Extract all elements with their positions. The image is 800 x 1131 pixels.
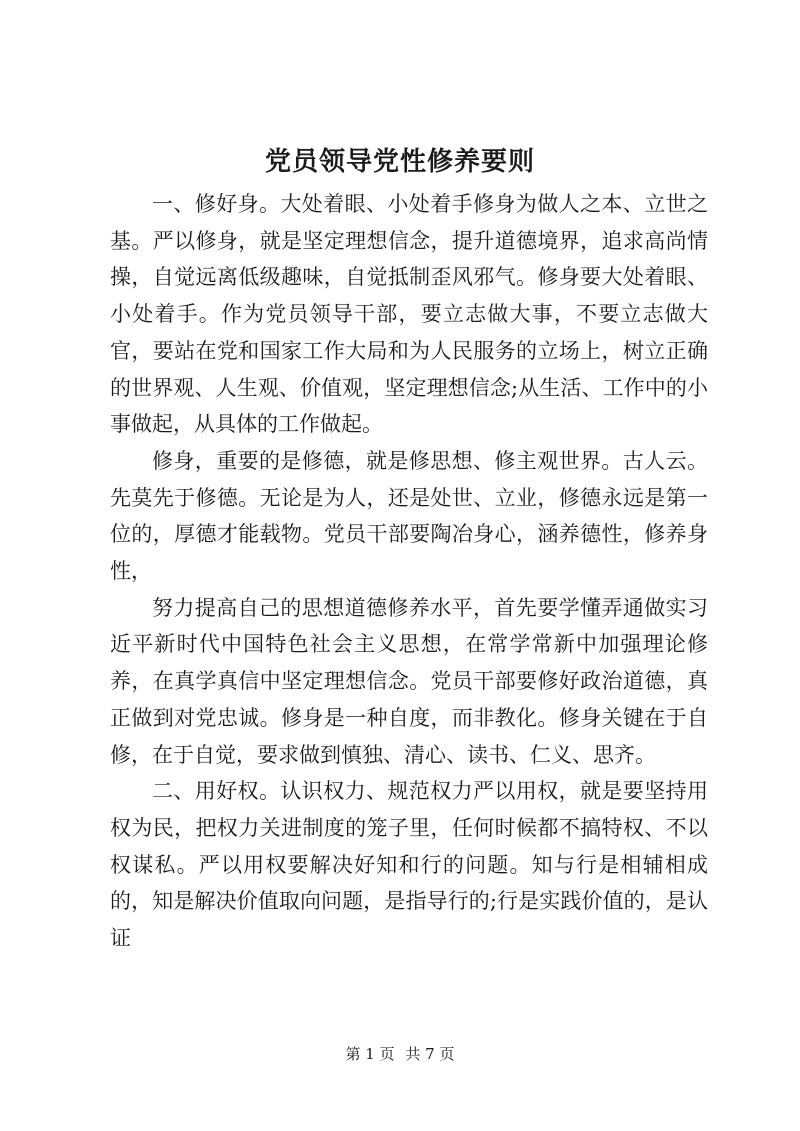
paragraph-3: 努力提高自己的思想道德修养水平，首先要学懂弄通做实习近平新时代中国特色社会主义思想，在常学常新中加强理论修养，在真学真信中坚定理想信念。党员干部要修好政治道德，真正做到对党忠诚。修身是一种自度，而非教化。修身关键在于自修，在于自觉，要求做到慎独、清心、读书、仁义、思齐。 [110, 595, 708, 767]
paragraph-4: 二、用好权。认识权力、规范权力严以用权，就是要坚持用权为民，把权力关进制度的笼子里，任何时候都不搞特权、不以权谋私。严以用权要解决好知和行的问题。知与行是相辅相成的，知是解决价值取向问题，是指导行的;行是实践价值的，是认证 [110, 779, 708, 951]
paragraph-2: 修身，重要的是修德，就是修思想、修主观世界。古人云。先莫先于修德。无论是为人，还是处世、立业，修德永远是第一位的，厚德才能载物。党员干部要陶冶身心，涵养德性，修养身性， [110, 448, 708, 584]
document-body [110, 186, 708, 957]
page-total: 共 7 页 [405, 1045, 455, 1063]
paragraph-1: 一、修好身。大处着眼、小处着手修身为做人之本、立世之基。严以修身，就是坚定理想信念，提升道德境界，追求高尚情操，自觉远离低级趣味，自觉抵制歪风邪气。修身要大处着眼、小处着手。作为党员领导干部，要立志做大事，不要立志做大官，要站在党和国家工作大局和为人民服务的立场上，树立正确的世界观、人生观、价值观，坚定理想信念;从生活、工作中的小事做起，从具体的工作做起。 [110, 192, 708, 437]
document-title: 党员领导党性修养要则 [264, 147, 535, 177]
page-footer [0, 1044, 800, 1064]
page-number: 第 1 页 [345, 1045, 395, 1063]
